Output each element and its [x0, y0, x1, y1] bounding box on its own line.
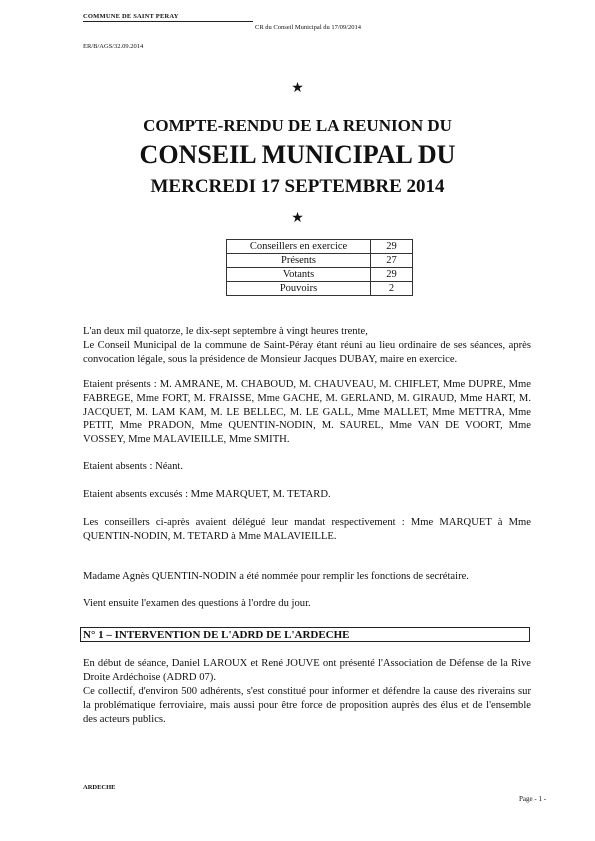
table-row [227, 282, 413, 296]
intro-session-line: Le Conseil Municipal de la commune de Saint-Péray étant réuni au lieu ordinaire de ses séances, après convocation légale, sous la présidence de Monsieur Jacques DUBAY, maire en exercice. [83, 339, 531, 365]
table-row [227, 240, 413, 254]
stat-value: 29 [371, 268, 413, 282]
document-reference: ER/B/AGS/32.09.2014 [83, 43, 144, 50]
header-doc-title: CR du Conseil Municipal du 17/09/2014 [255, 24, 361, 31]
intro-paragraph [83, 325, 531, 366]
council-stats-table [226, 239, 413, 296]
table-row [227, 254, 413, 268]
star-ornament-top: ★ [291, 81, 304, 96]
star-ornament-bottom: ★ [291, 211, 304, 226]
stat-label: Pouvoirs [227, 282, 371, 296]
title-line-2: CONSEIL MUNICIPAL DU [139, 140, 456, 169]
title-line-3: MERCREDI 17 SEPTEMBRE 2014 [150, 176, 445, 197]
table-row [227, 268, 413, 282]
footer-page-number: Page - 1 - [519, 795, 547, 803]
stat-value: 29 [371, 240, 413, 254]
header-divider [83, 21, 253, 22]
intro-date-line: L'an deux mil quatorze, le dix-sept septembre à vingt heures trente, [83, 326, 368, 337]
title-line-1: COMPTE-RENDU DE LA REUNION DU [143, 116, 452, 135]
stat-label: Présents [227, 254, 371, 268]
header-commune: COMMUNE DE SAINT PERAY [83, 13, 179, 20]
examen-paragraph: Vient ensuite l'examen des questions à l'ordre du jour. [83, 598, 311, 609]
excuses-paragraph: Etaient absents excusés : Mme MARQUET, M. TETARD. [83, 489, 331, 500]
presents-paragraph: Etaient présents : M. AMRANE, M. CHABOUD, M. CHAUVEAU, M. CHIFLET, Mme DUPRE, Mme FABREGE, Mme FORT, M. FRAISSE, Mme GACHE, M. GERLAND, M. GIRAUD, Mme HART, M. JACQUET, M. LAM KAM, M. LE BELLEC, M. LE GALL, Mme MALLET, Mme METTRA, Mme PETIT, Mme PRADON, Mme QUENTIN-NODIN, M. SAUREL, Mme VAN DE VOORT, Mme VOSSEY, Mme MALAVIEILLE, Mme SMITH. [83, 379, 531, 446]
stat-label: Votants [227, 268, 371, 282]
secretaire-paragraph: Madame Agnès QUENTIN-NODIN a été nommée pour remplir les fonctions de secrétaire. [83, 571, 469, 582]
absents-paragraph: Etaient absents : Néant. [83, 461, 184, 472]
section-1-paragraph-2: Ce collectif, d'environ 500 adhérents, s'est constitué pour informer et défendre la cause des riverains sur la problématique ferroviaire, mais aussi pour être force de proposition auprès des élus et de l'ensemble des acteurs publics. [83, 686, 531, 725]
section-1-paragraph-1: En début de séance, Daniel LAROUX et René JOUVE ont présenté l'Association de Défense de la Rive Droite Ardéchoise (ADRD 07). [83, 658, 531, 683]
section-1-heading: N° 1 – INTERVENTION DE L'ADRD DE L'ARDECHE [80, 627, 530, 642]
mandats-paragraph: Les conseillers ci-après avaient délégué leur mandat respectivement : Mme MARQUET à Mme QUENTIN-NODIN, M. TETARD à Mme MALAVIEILLE. [83, 517, 531, 542]
stat-value: 2 [371, 282, 413, 296]
stat-label: Conseillers en exercice [227, 240, 371, 254]
footer-department: ARDECHE [83, 784, 116, 791]
stat-value: 27 [371, 254, 413, 268]
